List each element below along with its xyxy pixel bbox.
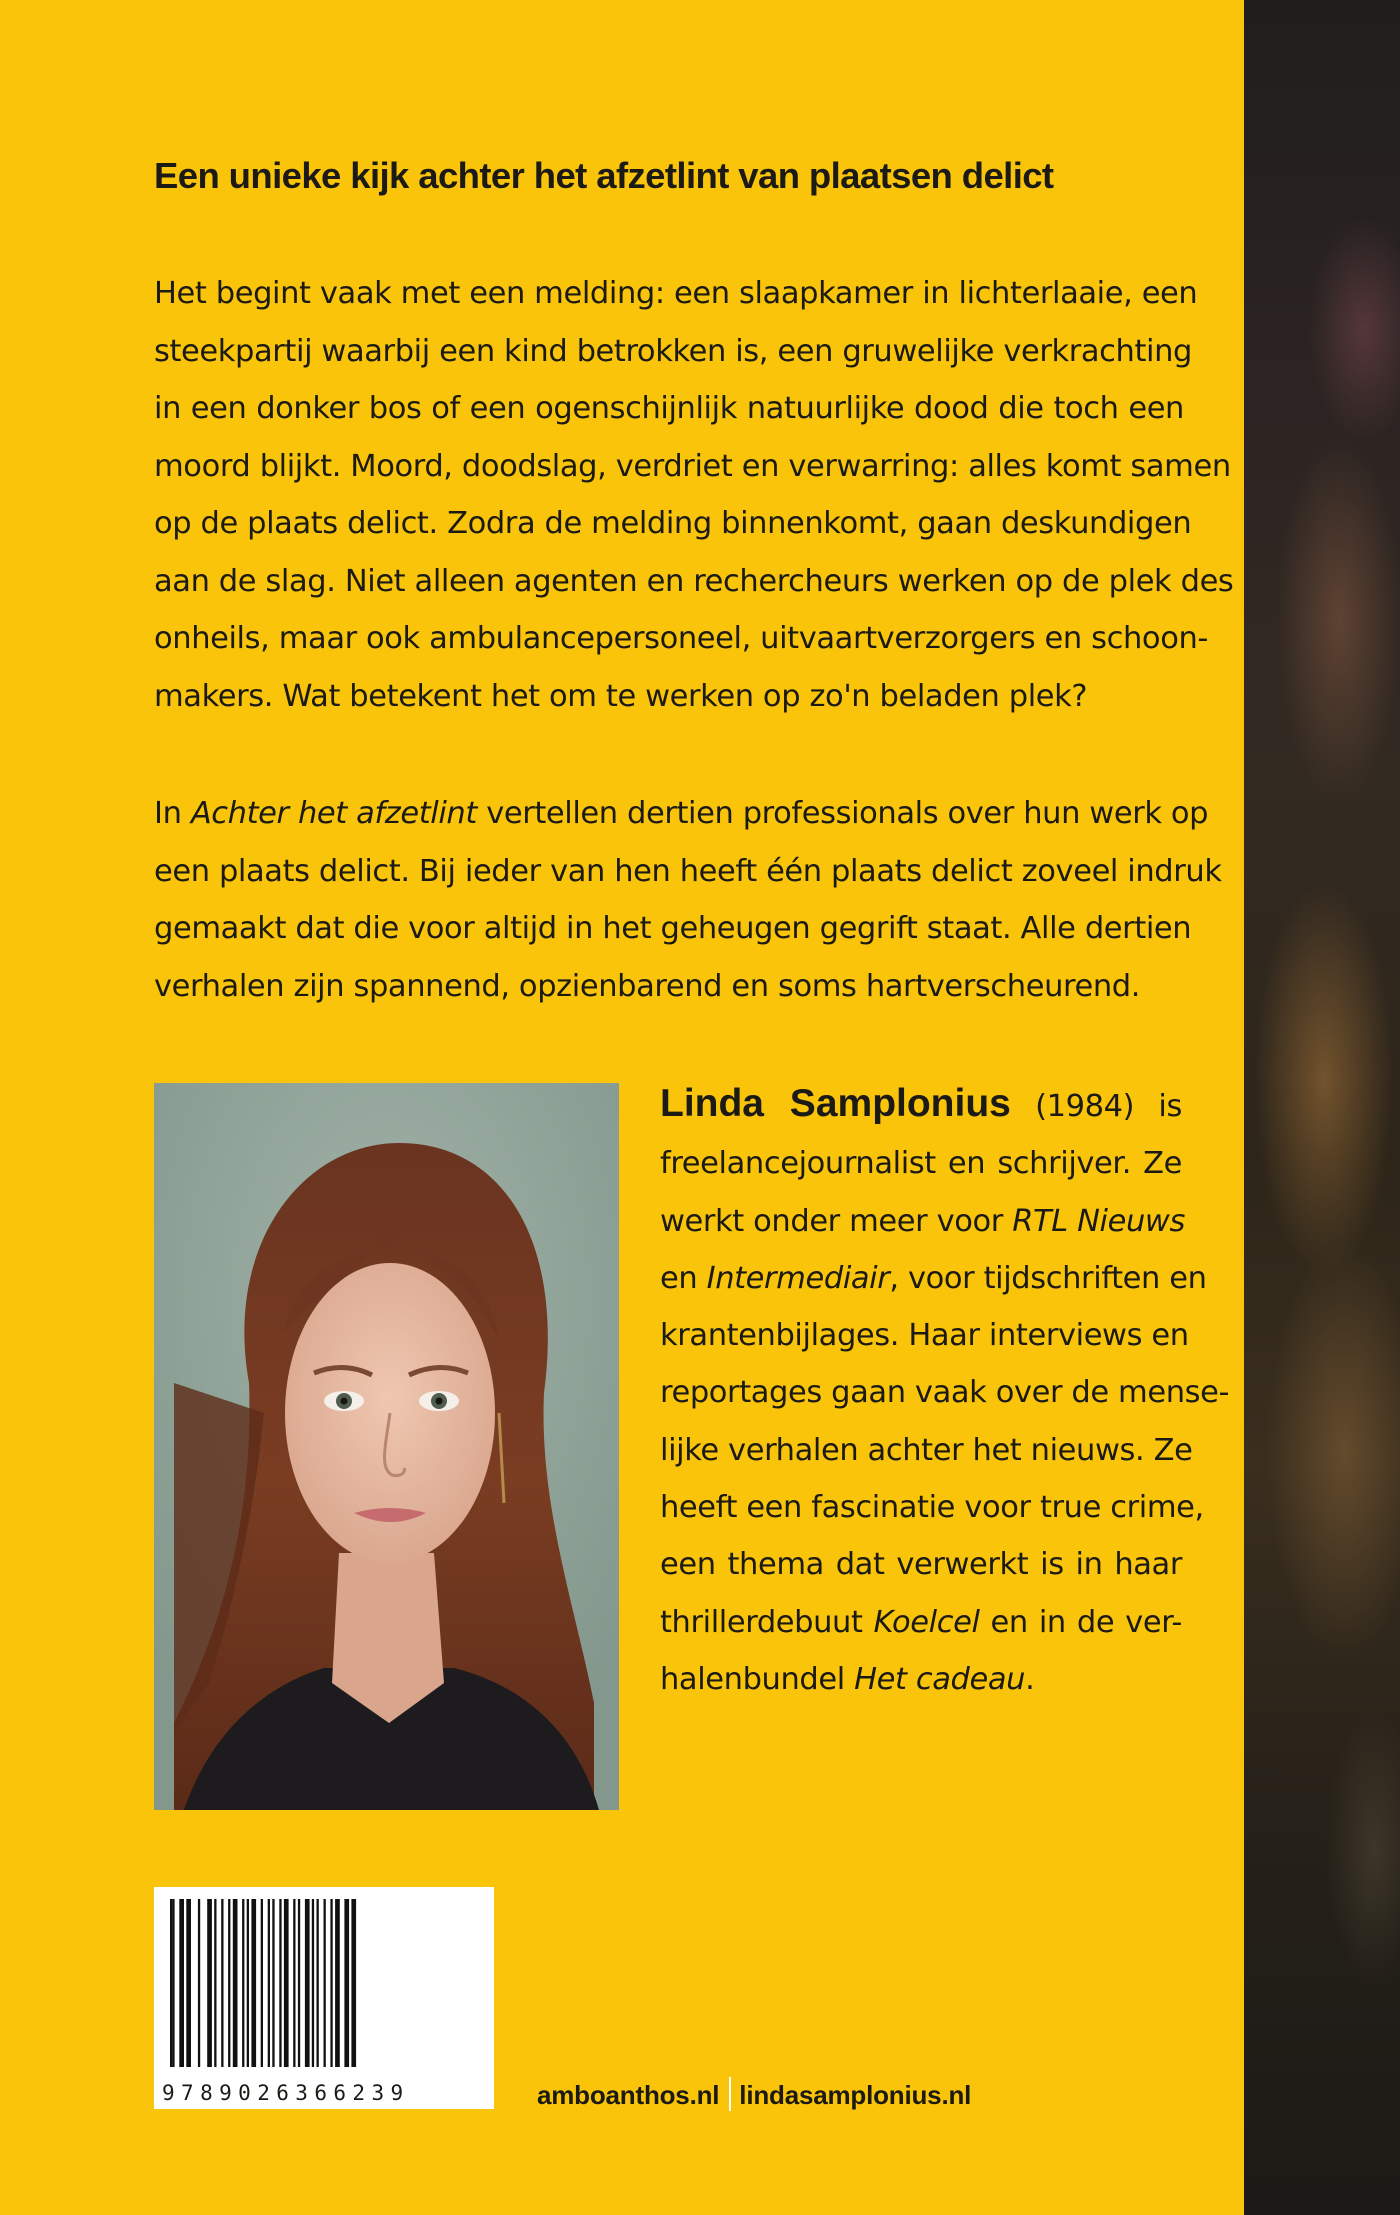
barcode-bar <box>305 1899 310 2067</box>
author-photo <box>154 1083 619 1810</box>
blurb-line: makers. Wat betekent het om te werken op zo'n beladen plek? <box>154 678 1088 714</box>
bio-line: thrillerdebuut Koelcel en in de ver- <box>660 1604 1182 1640</box>
barcode-bar <box>324 1899 326 2067</box>
blurb-paragraph-1 <box>154 265 1234 725</box>
barcode-bar <box>186 1899 191 2067</box>
barcode-bar <box>272 1899 274 2067</box>
barcode-bar <box>221 1899 223 2067</box>
barcode-bar <box>298 1899 300 2067</box>
blurb-line: op de plaats delict. Zodra de melding binnenkomt, gaan deskundigen <box>154 506 1192 541</box>
bio-line: reportages gaan vaak over de mense- <box>660 1375 1230 1411</box>
barcode-bar <box>330 1899 332 2067</box>
blurb-line: In Achter het afzetlint vertellen dertien professionals over hun werk op <box>154 796 1209 831</box>
barcode-bar <box>284 1899 289 2067</box>
blurb-line: moord blijkt. Moord, doodslag, verdriet en verwarring: alles komt samen <box>154 448 1231 484</box>
back-cover-headline: Een unieke kijk achter het afzetlint van plaatsen delict <box>154 155 1054 196</box>
barcode-bar <box>247 1899 249 2067</box>
barcode-bar <box>228 1899 230 2067</box>
blurb-line: Het begint vaak met een melding: een slaapkamer in lichterlaaie, een <box>154 276 1198 311</box>
isbn-number: 9789026366239 <box>162 2081 410 2105</box>
link-divider <box>729 2077 731 2111</box>
barcode-bar <box>317 1899 319 2067</box>
isbn-barcode <box>154 1887 494 2109</box>
publisher-link[interactable]: amboanthos.nl <box>537 2080 720 2110</box>
barcode-bar <box>279 1899 281 2067</box>
barcode-bar <box>170 1899 172 2067</box>
bio-line: halenbundel Het cadeau. <box>660 1661 1035 1697</box>
barcode-bar <box>268 1899 270 2067</box>
bio-line: werkt onder meer voor RTL Nieuws <box>660 1203 1185 1239</box>
blurb-line: gemaakt dat die voor altijd in het geheugen gegrift staat. Alle dertien <box>154 911 1192 946</box>
bio-line: en Intermediair, voor tijdschriften en <box>660 1260 1207 1296</box>
author-website-link[interactable]: lindasamplonius.nl <box>739 2080 972 2110</box>
barcode-bar <box>233 1899 238 2067</box>
barcode-bar <box>207 1899 212 2067</box>
barcode-bar <box>261 1899 263 2067</box>
barcode-bar <box>351 1899 356 2067</box>
barcode-bar <box>179 1899 184 2067</box>
blurb-line: steekpartij waarbij een kind betrokken is, een gruwelijke verkrachting <box>154 333 1192 369</box>
barcode-bar <box>172 1899 174 2067</box>
author-bio <box>660 1075 1230 1708</box>
footer-links <box>537 2080 971 2114</box>
barcode-bar <box>242 1899 244 2067</box>
author-name: Linda Samplonius <box>660 1082 1011 1125</box>
bio-line: krantenbijlages. Haar interviews en <box>660 1318 1189 1354</box>
blurb-line: verhalen zijn spannend, opzienbarend en soms hartverscheurend. <box>154 968 1141 1004</box>
blurb-line: aan de slag. Niet alleen agenten en rechercheurs werken op de plek des <box>154 563 1234 599</box>
barcode-bar <box>344 1899 349 2067</box>
barcode-bar <box>335 1899 340 2067</box>
bio-line: freelancejournalist en schrijver. Ze <box>660 1146 1182 1182</box>
author-birth-year: (1984) is <box>1035 1089 1182 1124</box>
bio-line: lijke verhalen achter het nieuws. Ze <box>660 1432 1193 1468</box>
blurb-line: in een donker bos of een ogenschijnlijk natuurlijke dood die toch een <box>154 391 1184 426</box>
blurb-paragraph-2 <box>154 785 1222 1015</box>
bio-line <box>660 1075 1182 1135</box>
barcode-bar <box>293 1899 295 2067</box>
barcode-bars <box>168 1899 480 2067</box>
book-title: Achter het afzetlint <box>190 796 477 831</box>
barcode-bar <box>251 1899 256 2067</box>
blurb-line: onheils, maar ook ambulancepersoneel, uitvaartverzorgers en schoon- <box>154 621 1208 656</box>
bio-line: een thema dat verwerkt is in haar <box>660 1547 1182 1583</box>
bio-line: heeft een fascinatie voor true crime, <box>660 1490 1204 1526</box>
barcode-bar <box>198 1899 200 2067</box>
barcode-bar <box>312 1899 314 2067</box>
barcode-bar <box>214 1899 216 2067</box>
blurb-line: een plaats delict. Bij ieder van hen heeft één plaats delict zoveel indruk <box>154 853 1222 889</box>
cover-photo-edge <box>1244 0 1400 2215</box>
